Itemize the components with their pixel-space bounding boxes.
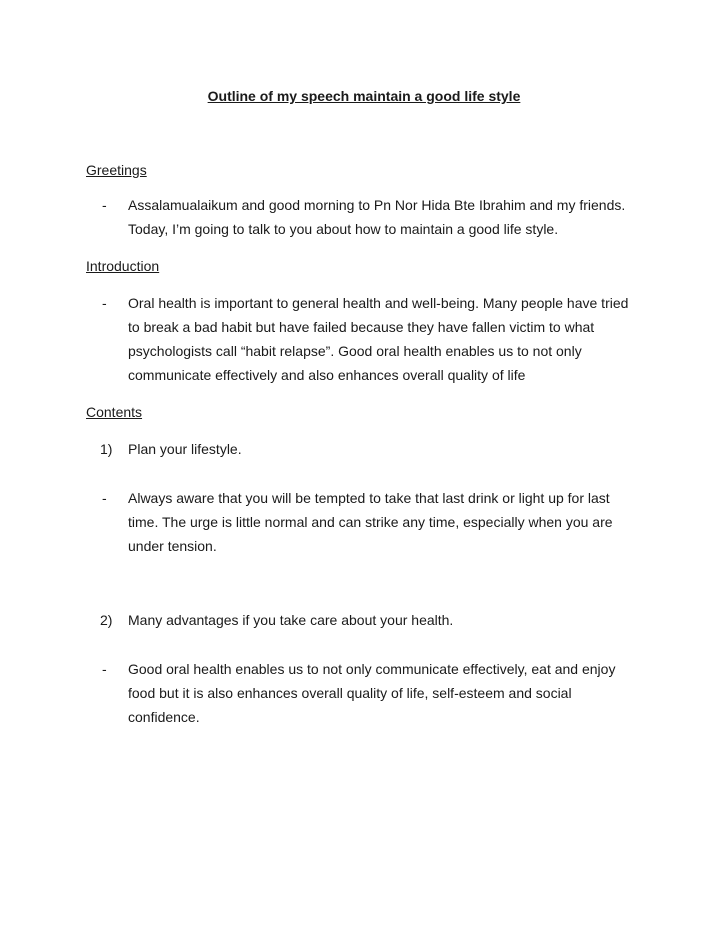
text-line: Today, I’m going to talk to you about how to maintain a good life style. <box>128 221 559 237</box>
list-item-text <box>128 294 658 390</box>
text-line: Always aware that you will be tempted to take that last drink or light up for last <box>128 490 610 506</box>
list-marker: 1) <box>100 441 113 457</box>
list-marker: - <box>102 197 107 213</box>
text-line: food but it is also enhances overall quality of life, self-esteem and social <box>128 685 572 701</box>
list-marker: - <box>102 295 107 311</box>
list-marker: 2) <box>100 612 113 628</box>
heading-greetings: Greetings <box>86 162 147 178</box>
list-item-text <box>128 440 658 464</box>
text-line: under tension. <box>128 538 217 554</box>
list-marker: - <box>102 490 107 506</box>
text-line: Many advantages if you take care about your health. <box>128 612 454 628</box>
text-line: confidence. <box>128 709 200 725</box>
text-line: to break a bad habit but have failed because they have fallen victim to what <box>128 319 595 335</box>
text-line: Assalamualaikum and good morning to Pn Nor Hida Bte Ibrahim and my friends. <box>128 197 626 213</box>
list-item-text <box>128 489 658 561</box>
list-item-text <box>128 196 658 244</box>
text-line: Oral health is important to general health and well-being. Many people have tried <box>128 295 629 311</box>
text-line: Plan your lifestyle. <box>128 441 242 457</box>
document-title: Outline of my speech maintain a good life style <box>207 88 521 104</box>
text-line: Good oral health enables us to not only communicate effectively, eat and enjoy <box>128 661 616 677</box>
heading-introduction: Introduction <box>86 258 160 274</box>
text-line: time. The urge is little normal and can strike any time, especially when you are <box>128 514 613 530</box>
list-item-text <box>128 660 658 732</box>
text-line: psychologists call “habit relapse”. Good oral health enables us to not only <box>128 343 582 359</box>
list-marker: - <box>102 661 107 677</box>
list-item-text <box>128 611 658 635</box>
text-line: communicate effectively and also enhances overall quality of life <box>128 367 526 383</box>
heading-contents: Contents <box>86 404 143 420</box>
